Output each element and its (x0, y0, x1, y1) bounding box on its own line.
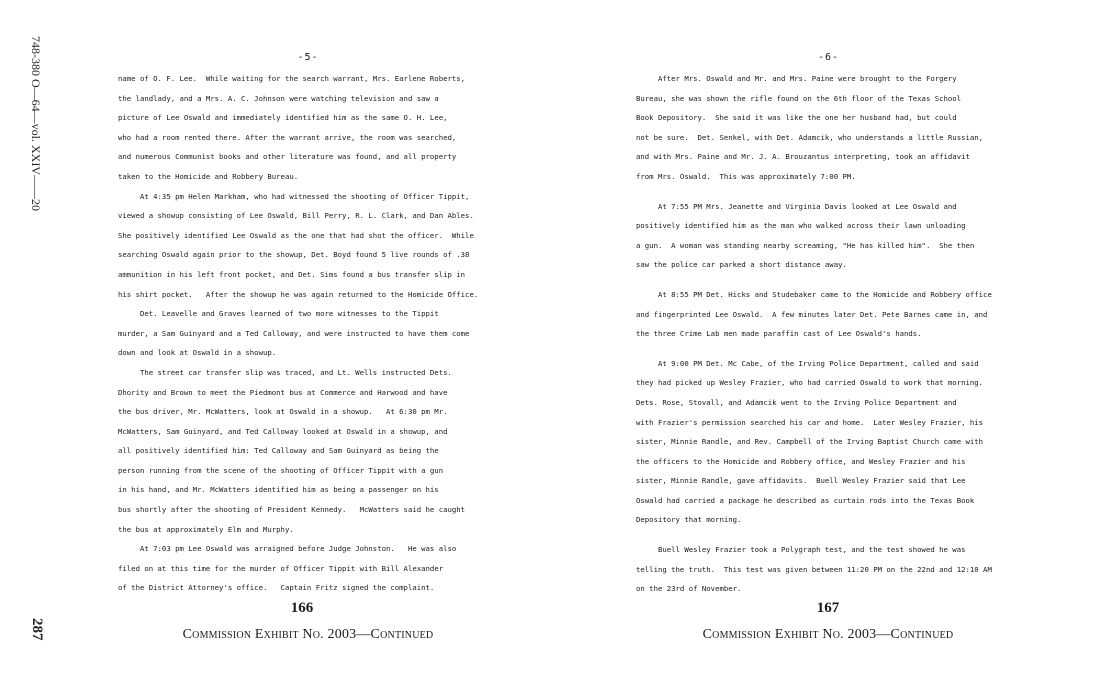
volume-page-number: 287 (29, 618, 45, 641)
left-paragraph: name of O. F. Lee. While waiting for the search warrant, Mrs. Earlene Roberts, the landlady, and a Mrs. A. C. Johnson were watching television and saw a picture of Lee Oswald and immediately identified him as the same O. H. Lee, who had a room rented there. After the warrant arrive, the room was searched, and numerous Communist books and other literature was found, and all property taken to the Homicide and Robbery Bureau. (118, 74, 466, 181)
right-paragraph: Buell Wesley Frazier took a Polygraph test, and the test showed he was telling the truth. This test was given between 11:20 PM on the 22nd and 12:10 AM on the 23rd of November. (636, 545, 992, 594)
right-page-marker: -6- (817, 52, 840, 63)
right-exhibit-caption: Commission Exhibit No. 2003—Continued (702, 627, 954, 642)
right-paragraph: At 7:55 PM Mrs. Jeanette and Virginia Davis looked at Lee Oswald and positively identified him as the man who walked across their lawn unloading a gun. A woman was standing nearby screaming, "He has killed him". She then saw the police car parked a short distance away. (636, 201, 975, 270)
left-paragraph: Det. Leavelle and Graves learned of two more witnesses to the Tippit murder, a Sam Guinyard and a Ted Calloway, and were instructed to have them come down and look at Oswald in a showup. (118, 309, 470, 358)
left-page (118, 52, 498, 598)
right-page (636, 52, 1021, 599)
right-folio: 167 (816, 600, 840, 616)
left-paragraph: At 7:03 pm Lee Oswald was arraigned before Judge Johnston. He was also filed on at this time for the murder of Officer Tippit with Bill Alexander of the District Attorney's office. Captain Fritz signed the complaint. (118, 544, 457, 593)
right-paragraph: After Mrs. Oswald and Mr. and Mrs. Paine were brought to the Forgery Bureau, she was shown the rifle found on the 6th floor of the Texas School Book Depository. She said it was like the one her husband had, but could not be sure. Det. Senkel, with Det. Adamcik, who understands a little Russian, and with Mrs. Paine and Mr. J. A. Brouzantus interpreting, took an affidavit from Mrs. Oswald. This was approximately 7:00 PM. (636, 74, 984, 181)
volume-margin-note: 748-380 O—64—vol. XXIV——20 (29, 36, 43, 211)
left-exhibit-caption: Commission Exhibit No. 2003—Continued (182, 627, 434, 642)
right-paragraph: At 8:55 PM Det. Hicks and Studebaker came to the Homicide and Robbery office and fingerprinted Lee Oswald. A few minutes later Det. Pete Barnes came in, and the three Crime Lab men made paraffin cast of Lee Oswald's hands. (636, 289, 992, 339)
left-page-marker: -5- (297, 52, 319, 63)
right-paragraph: At 9:00 PM Det. Mc Cabe, of the Irving Police Department, called and said they had picked up Wesley Frazier, who had carried Oswald to work that morning. Dets. Rose, Stovall, and Adamcik went to the Irving Police Department and with Frazier's permission searched his car and home. Later Wesley Frazier, his sister, Minnie Randle, and Rev. Campbell of the Irving Baptist Church came with the officers to the Homicide and Robbery office, and Wesley Frazier and his sister, Minnie Randle, gave affidavits. Buell Wesley Frazier said that Lee Oswald had carried a package he described as curtain rods into the Texas Book Depository that morning. (636, 358, 984, 525)
left-paragraph: The street car transfer slip was traced, and Lt. Wells instructed Dets. Dhority and Brown to meet the Piedmont bus at Commerce and Harwood and have the bus driver, Mr. McWatters, look at Oswald in a showup. At 6:30 pm Mr. McWatters, Sam Guinyard, and Ted Calloway looked at Oswald in a showup, and all positively identified him: Ted Calloway and Sam Guinyard as being the person running from the scene of the shooting of Officer Tippit with a gun in his hand, and Mr. McWatters identified him as being a passenger on his bus shortly after the shooting of President Kennedy. McWatters said he caught the bus at approximately Elm and Murphy. (118, 367, 466, 534)
left-folio: 166 (290, 600, 314, 616)
left-paragraph: At 4:35 pm Helen Markham, who had witnessed the shooting of Officer Tippit, viewed a showup consisting of Lee Oswald, Bill Perry, R. L. Clark, and Dan Ables. She positively identified Lee Oswald as the one that had shot the officer. While searching Oswald again prior to the showup, Det. Boyd found 5 live rounds of .38 ammunition in his left front pocket, and Det. Sims found a bus transfer slip in his shirt pocket. After the showup he was again returned to the Homicide Office. (118, 191, 479, 299)
